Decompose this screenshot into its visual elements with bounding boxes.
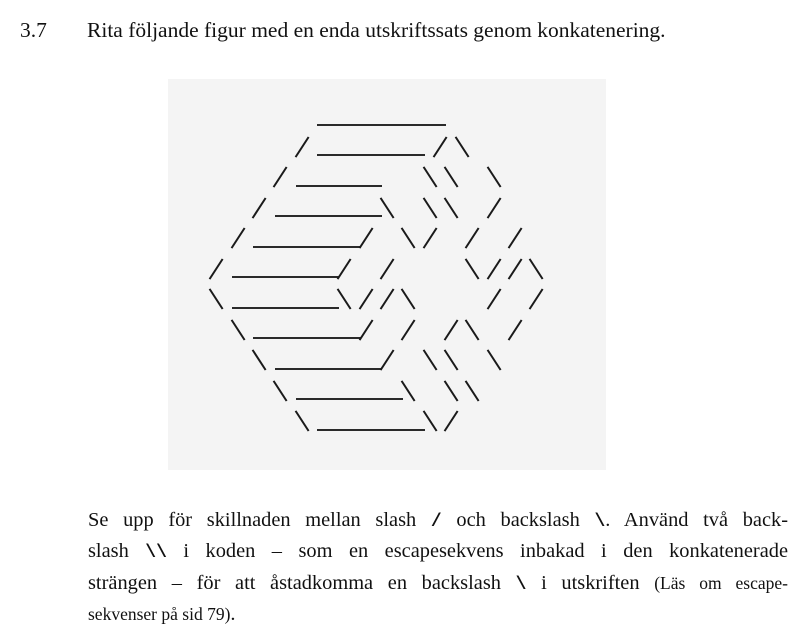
inline-code: \\ <box>145 543 167 564</box>
underscore-glyph <box>275 222 286 253</box>
underscore-glyph <box>328 100 339 131</box>
underscore-glyph <box>350 100 361 131</box>
exercise-title: Rita följande figur med en enda utskriftssats genom konkatenering. <box>87 18 666 42</box>
slash-glyph <box>403 314 414 345</box>
backslash-glyph <box>488 161 499 192</box>
underscore-glyph <box>328 192 339 223</box>
underscore-glyph <box>296 253 307 284</box>
underscore-glyph <box>296 344 307 375</box>
underscore-glyph <box>339 131 350 162</box>
backslash-glyph <box>424 192 435 223</box>
underscore-glyph <box>382 405 393 436</box>
slash-glyph <box>424 222 435 253</box>
underscore-glyph <box>296 283 307 314</box>
backslash-glyph <box>403 283 414 314</box>
underscore-glyph <box>339 100 350 131</box>
underscore-glyph <box>264 283 275 314</box>
underscore-glyph <box>328 131 339 162</box>
backslash-glyph <box>403 222 414 253</box>
underscore-glyph <box>371 405 382 436</box>
backslash-glyph <box>467 375 478 406</box>
underscore-glyph <box>414 100 425 131</box>
underscore-glyph <box>318 344 329 375</box>
underscore-glyph <box>318 161 329 192</box>
underscore-glyph <box>307 344 318 375</box>
underscore-glyph <box>392 100 403 131</box>
underscore-glyph <box>360 192 371 223</box>
underscore-glyph <box>328 405 339 436</box>
text-run: slash <box>88 540 146 563</box>
underscore-glyph <box>318 253 329 284</box>
paragraph-line <box>88 600 788 629</box>
text-run: och backslash <box>441 509 595 531</box>
underscore-glyph <box>275 314 286 345</box>
underscore-glyph <box>232 283 243 314</box>
backslash-glyph <box>254 344 265 375</box>
slash-glyph <box>446 314 457 345</box>
underscore-glyph <box>360 100 371 131</box>
underscore-glyph <box>254 253 265 284</box>
underscore-glyph <box>264 314 275 345</box>
underscore-glyph <box>339 161 350 192</box>
underscore-glyph <box>296 375 307 406</box>
underscore-glyph <box>371 192 382 223</box>
underscore-glyph <box>371 375 382 406</box>
text-run: . <box>230 602 236 625</box>
underscore-glyph <box>339 192 350 223</box>
underscore-glyph <box>350 131 361 162</box>
text-run: strängen – för att åstadkomma en backslash <box>88 571 516 594</box>
paragraph-line <box>88 569 788 600</box>
underscore-glyph <box>318 375 329 406</box>
slash-glyph <box>360 283 371 314</box>
text-run: i utskriften <box>526 571 655 594</box>
underscore-glyph <box>286 222 297 253</box>
slash-glyph <box>254 192 265 223</box>
underscore-glyph <box>339 344 350 375</box>
underscore-glyph <box>328 375 339 406</box>
backslash-glyph <box>296 405 307 436</box>
underscore-glyph <box>296 314 307 345</box>
backslash-glyph <box>211 283 222 314</box>
slash-glyph <box>510 314 521 345</box>
underscore-glyph <box>307 375 318 406</box>
instruction-paragraph <box>88 506 788 629</box>
slash-glyph <box>446 405 457 436</box>
underscore-glyph <box>286 344 297 375</box>
ascii-figure <box>168 79 606 470</box>
backslash-glyph <box>456 131 467 162</box>
backslash-glyph <box>446 161 457 192</box>
underscore-glyph <box>360 344 371 375</box>
underscore-glyph <box>360 375 371 406</box>
underscore-glyph <box>307 314 318 345</box>
backslash-glyph <box>446 344 457 375</box>
underscore-glyph <box>414 131 425 162</box>
underscore-glyph <box>275 344 286 375</box>
slash-glyph <box>339 253 350 284</box>
underscore-glyph <box>254 314 265 345</box>
underscore-glyph <box>350 344 361 375</box>
underscore-glyph <box>243 283 254 314</box>
ascii-art-hexagon <box>168 79 606 470</box>
backslash-glyph <box>232 314 243 345</box>
backslash-glyph <box>403 375 414 406</box>
underscore-glyph <box>350 161 361 192</box>
backslash-glyph <box>424 405 435 436</box>
underscore-glyph <box>328 161 339 192</box>
backslash-glyph <box>424 344 435 375</box>
slash-glyph <box>382 253 393 284</box>
underscore-glyph <box>286 283 297 314</box>
underscore-glyph <box>403 131 414 162</box>
underscore-glyph <box>328 222 339 253</box>
underscore-glyph <box>350 405 361 436</box>
backslash-glyph <box>424 161 435 192</box>
underscore-glyph <box>371 131 382 162</box>
slash-glyph <box>510 253 521 284</box>
underscore-glyph <box>254 283 265 314</box>
inline-code: / <box>430 512 442 532</box>
underscore-glyph <box>275 253 286 284</box>
slash-glyph <box>531 283 542 314</box>
underscore-glyph <box>414 405 425 436</box>
slash-glyph <box>360 222 371 253</box>
inline-code: \ <box>594 512 606 532</box>
paragraph-line <box>88 506 788 537</box>
underscore-glyph <box>392 375 403 406</box>
underscore-glyph <box>392 131 403 162</box>
underscore-glyph <box>307 161 318 192</box>
underscore-glyph <box>318 100 329 131</box>
paragraph-line <box>88 537 788 568</box>
underscore-glyph <box>275 192 286 223</box>
underscore-glyph <box>360 161 371 192</box>
underscore-glyph <box>286 253 297 284</box>
backslash-glyph <box>446 192 457 223</box>
slash-glyph <box>435 131 446 162</box>
underscore-glyph <box>339 375 350 406</box>
underscore-glyph <box>254 222 265 253</box>
underscore-glyph <box>307 253 318 284</box>
underscore-glyph <box>371 100 382 131</box>
underscore-glyph <box>360 405 371 436</box>
underscore-glyph <box>435 100 446 131</box>
underscore-glyph <box>350 192 361 223</box>
underscore-glyph <box>339 314 350 345</box>
underscore-glyph <box>339 222 350 253</box>
slash-glyph <box>488 283 499 314</box>
backslash-glyph <box>446 375 457 406</box>
text-run: Se upp för skillnaden mellan slash <box>88 509 431 531</box>
slash-glyph <box>382 283 393 314</box>
slash-glyph <box>211 253 222 284</box>
underscore-glyph <box>275 283 286 314</box>
slash-glyph <box>232 222 243 253</box>
slash-glyph <box>296 131 307 162</box>
exercise-number: 3.7 <box>20 18 47 42</box>
underscore-glyph <box>318 405 329 436</box>
underscore-glyph <box>403 100 414 131</box>
underscore-glyph <box>264 222 275 253</box>
underscore-glyph <box>243 253 254 284</box>
inline-code: \ <box>515 574 527 595</box>
slash-glyph <box>275 161 286 192</box>
slash-glyph <box>360 314 371 345</box>
underscore-glyph <box>318 283 329 314</box>
underscore-glyph <box>371 161 382 192</box>
underscore-glyph <box>382 100 393 131</box>
slash-glyph <box>488 192 499 223</box>
backslash-glyph <box>382 192 393 223</box>
underscore-glyph <box>339 405 350 436</box>
underscore-glyph <box>328 314 339 345</box>
backslash-glyph <box>467 314 478 345</box>
underscore-glyph <box>232 253 243 284</box>
underscore-glyph <box>382 375 393 406</box>
underscore-glyph <box>296 161 307 192</box>
underscore-glyph <box>392 405 403 436</box>
slash-glyph <box>382 344 393 375</box>
reference-note: sekvenser på sid 79) <box>88 603 231 624</box>
underscore-glyph <box>307 192 318 223</box>
underscore-glyph <box>382 131 393 162</box>
underscore-glyph <box>296 192 307 223</box>
underscore-glyph <box>307 283 318 314</box>
backslash-glyph <box>275 375 286 406</box>
underscore-glyph <box>307 222 318 253</box>
slash-glyph <box>488 253 499 284</box>
underscore-glyph <box>424 100 435 131</box>
backslash-glyph <box>339 283 350 314</box>
underscore-glyph <box>403 405 414 436</box>
underscore-glyph <box>318 314 329 345</box>
underscore-glyph <box>286 192 297 223</box>
reference-note: (Läs om escape- <box>654 572 789 593</box>
underscore-glyph <box>350 375 361 406</box>
underscore-glyph <box>318 131 329 162</box>
slash-glyph <box>467 222 478 253</box>
underscore-glyph <box>318 192 329 223</box>
underscore-glyph <box>318 222 329 253</box>
text-run: . Använd två back- <box>605 509 789 531</box>
underscore-glyph <box>360 131 371 162</box>
exercise-heading <box>20 18 666 43</box>
text-run: i koden – som en escapesekvens inbakad i den konkatenerade <box>166 540 788 563</box>
slash-glyph <box>510 222 521 253</box>
backslash-glyph <box>467 253 478 284</box>
underscore-glyph <box>328 344 339 375</box>
underscore-glyph <box>296 222 307 253</box>
underscore-glyph <box>286 314 297 345</box>
backslash-glyph <box>488 344 499 375</box>
underscore-glyph <box>264 253 275 284</box>
backslash-glyph <box>531 253 542 284</box>
